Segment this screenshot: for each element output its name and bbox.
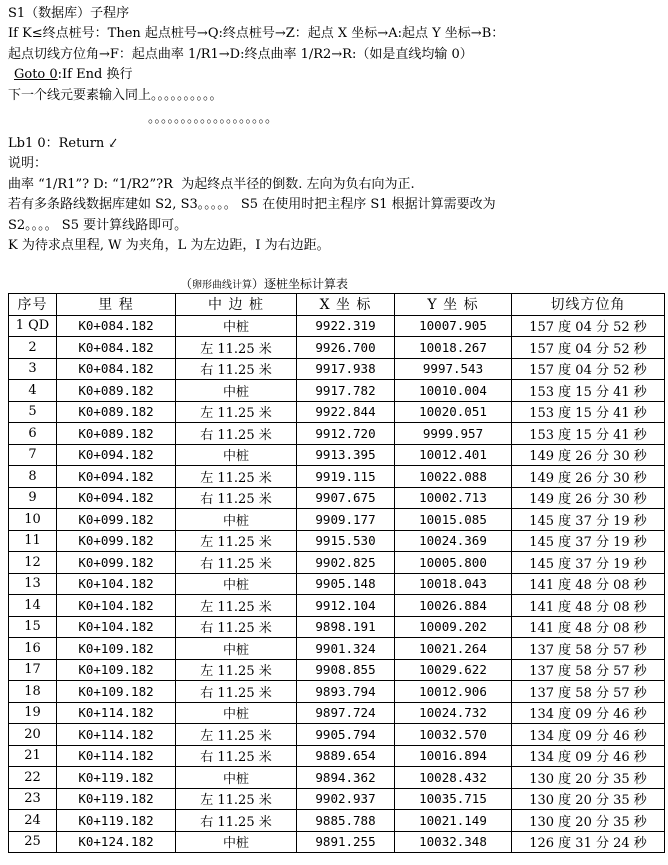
program-line-curvature: 起点切线方位角→F：起点曲率 1/R1→D:终点曲率 1/R2→R:（如是直线均输 0） <box>8 46 473 62</box>
cell-x: 9902.825 <box>297 552 395 574</box>
cell-x: 9917.782 <box>297 380 395 402</box>
cell-seq: 13 <box>9 573 57 595</box>
cell-azimuth: 130 度 20 分 35 秒 <box>512 810 665 832</box>
table-row <box>9 659 665 681</box>
cell-chainage: K0+099.182 <box>57 530 176 552</box>
cell-stake: 中桩 <box>176 315 297 337</box>
table-row <box>9 315 665 337</box>
cell-y: 10015.085 <box>395 509 512 531</box>
cell-stake: 左 11.25 米 <box>176 788 297 810</box>
table-row <box>9 423 665 445</box>
header-stake: 中 边 桩 <box>176 294 297 316</box>
cell-x: 9926.700 <box>297 337 395 359</box>
cell-seq: 17 <box>9 659 57 681</box>
cell-chainage: K0+119.182 <box>57 767 176 789</box>
cell-stake: 中桩 <box>176 702 297 724</box>
header-azimuth: 切线方位角 <box>512 294 665 316</box>
cell-stake: 左 11.25 米 <box>176 401 297 423</box>
cell-seq: 8 <box>9 466 57 488</box>
cell-stake: 中桩 <box>176 638 297 660</box>
cell-stake: 左 11.25 米 <box>176 595 297 617</box>
cell-x: 9913.395 <box>297 444 395 466</box>
table-row <box>9 702 665 724</box>
cell-seq: 3 <box>9 358 57 380</box>
cell-x: 9885.788 <box>297 810 395 832</box>
cell-seq: 16 <box>9 638 57 660</box>
cell-azimuth: 134 度 09 分 46 秒 <box>512 702 665 724</box>
cell-azimuth: 149 度 26 分 30 秒 <box>512 466 665 488</box>
cell-azimuth: 134 度 09 分 46 秒 <box>512 724 665 746</box>
cell-x: 9897.724 <box>297 702 395 724</box>
cell-chainage: K0+084.182 <box>57 337 176 359</box>
program-line-return <box>8 134 664 154</box>
cell-seq: 19 <box>9 702 57 724</box>
table-row <box>9 444 665 466</box>
cell-seq: 9 <box>9 487 57 509</box>
table-row <box>9 487 665 509</box>
cell-azimuth: 149 度 26 分 30 秒 <box>512 444 665 466</box>
cell-chainage: K0+089.182 <box>57 423 176 445</box>
table-title-subtitle: 卵形曲线计算 <box>192 280 253 291</box>
cell-seq: 14 <box>9 595 57 617</box>
cell-chainage: K0+114.182 <box>57 702 176 724</box>
cell-azimuth: 141 度 48 分 08 秒 <box>512 595 665 617</box>
cell-y: 10026.884 <box>395 595 512 617</box>
cell-azimuth: 145 度 37 分 19 秒 <box>512 530 665 552</box>
cell-x: 9891.255 <box>297 831 395 853</box>
cell-y: 10012.401 <box>395 444 512 466</box>
table-row <box>9 509 665 531</box>
table-row <box>9 530 665 552</box>
program-line-if: If K≤终点桩号：Then 起点桩号→Q:终点桩号→Z：起点 X 坐标→A:起点 Y 坐标→B： <box>8 26 505 42</box>
cell-azimuth: 153 度 15 分 41 秒 <box>512 423 665 445</box>
cell-y: 10022.088 <box>395 466 512 488</box>
cell-y: 9999.957 <box>395 423 512 445</box>
cell-y: 10009.202 <box>395 616 512 638</box>
cell-azimuth: 145 度 37 分 19 秒 <box>512 552 665 574</box>
cell-stake: 左 11.25 米 <box>176 530 297 552</box>
table-row <box>9 788 665 810</box>
cell-azimuth: 126 度 31 分 24 秒 <box>512 831 665 853</box>
cell-chainage: K0+099.182 <box>57 552 176 574</box>
cell-stake: 左 11.25 米 <box>176 724 297 746</box>
cell-stake: 中桩 <box>176 767 297 789</box>
cell-seq: 1 QD <box>9 315 57 337</box>
cell-azimuth: 157 度 04 分 52 秒 <box>512 358 665 380</box>
cell-seq: 7 <box>9 444 57 466</box>
cell-azimuth: 153 度 15 分 41 秒 <box>512 380 665 402</box>
table-row <box>9 401 665 423</box>
cell-seq: 23 <box>9 788 57 810</box>
table-row <box>9 358 665 380</box>
cell-stake: 左 11.25 米 <box>176 337 297 359</box>
table-row <box>9 380 665 402</box>
table-row <box>9 681 665 703</box>
program-line-dots: 。。。。。。。。。。。。。。。。。。。 <box>148 110 279 126</box>
cell-y: 10018.043 <box>395 573 512 595</box>
table-row <box>9 466 665 488</box>
program-line-goto <box>8 65 664 85</box>
cell-chainage: K0+109.182 <box>57 659 176 681</box>
return-text: Lb1 0：Return <box>8 135 105 151</box>
cell-x: 9905.148 <box>297 573 395 595</box>
cell-seq: 12 <box>9 552 57 574</box>
cell-seq: 5 <box>9 401 57 423</box>
table-title-open: （ <box>180 277 193 291</box>
table-header-row <box>9 294 665 316</box>
cell-stake: 右 11.25 米 <box>176 552 297 574</box>
table-row <box>9 810 665 832</box>
cell-stake: 中桩 <box>176 831 297 853</box>
cell-x: 9893.794 <box>297 681 395 703</box>
subroutine-title: S1（数据库）子程序 <box>8 6 130 21</box>
cell-chainage: K0+094.182 <box>57 487 176 509</box>
table-title-main: ）逐桩坐标计算表 <box>252 277 349 291</box>
cell-stake: 中桩 <box>176 509 297 531</box>
cell-chainage: K0+109.182 <box>57 638 176 660</box>
cell-azimuth: 145 度 37 分 19 秒 <box>512 509 665 531</box>
cell-x: 9901.324 <box>297 638 395 660</box>
cell-chainage: K0+114.182 <box>57 724 176 746</box>
cell-x: 9915.530 <box>297 530 395 552</box>
cell-x: 9902.937 <box>297 788 395 810</box>
notes-heading: 说明： <box>8 156 48 172</box>
cell-seq: 15 <box>9 616 57 638</box>
cell-azimuth: 141 度 48 分 08 秒 <box>512 616 665 638</box>
cell-chainage: K0+104.182 <box>57 616 176 638</box>
note-variables: K 为待求点里程, W 为夹角，L 为左边距，I 为右边距。 <box>8 237 330 253</box>
table-row <box>9 616 665 638</box>
cell-chainage: K0+104.182 <box>57 595 176 617</box>
cell-azimuth: 130 度 20 分 35 秒 <box>512 788 665 810</box>
cell-seq: 6 <box>9 423 57 445</box>
cell-x: 9912.104 <box>297 595 395 617</box>
table-row <box>9 767 665 789</box>
cell-stake: 右 11.25 米 <box>176 681 297 703</box>
cell-chainage: K0+109.182 <box>57 681 176 703</box>
cell-x: 9917.938 <box>297 358 395 380</box>
note-database: 若有多条路线数据库建如 S2, S3。。。。。 S5 在使用时把主程序 S1 根据计算需要改为 <box>8 197 496 213</box>
cell-azimuth: 157 度 04 分 52 秒 <box>512 337 665 359</box>
header-seq: 序号 <box>9 294 57 316</box>
cell-seq: 4 <box>9 380 57 402</box>
cell-y: 10016.894 <box>395 745 512 767</box>
cell-x: 9919.115 <box>297 466 395 488</box>
header-y: Y 坐 标 <box>395 294 512 316</box>
cell-chainage: K0+104.182 <box>57 573 176 595</box>
table-row <box>9 337 665 359</box>
table-row <box>9 552 665 574</box>
cell-seq: 21 <box>9 745 57 767</box>
cell-stake: 右 11.25 米 <box>176 358 297 380</box>
cell-x: 9898.191 <box>297 616 395 638</box>
return-arrow-icon: ↙ <box>107 135 121 152</box>
cell-chainage: K0+089.182 <box>57 401 176 423</box>
cell-azimuth: 153 度 15 分 41 秒 <box>512 401 665 423</box>
cell-y: 10020.051 <box>395 401 512 423</box>
cell-x: 9922.844 <box>297 401 395 423</box>
cell-azimuth: 137 度 58 分 57 秒 <box>512 638 665 660</box>
cell-x: 9894.362 <box>297 767 395 789</box>
cell-y: 10032.348 <box>395 831 512 853</box>
cell-y: 10032.570 <box>395 724 512 746</box>
cell-y: 10035.715 <box>395 788 512 810</box>
cell-seq: 25 <box>9 831 57 853</box>
cell-azimuth: 130 度 20 分 35 秒 <box>512 767 665 789</box>
cell-seq: 2 <box>9 337 57 359</box>
cell-seq: 24 <box>9 810 57 832</box>
cell-stake: 左 11.25 米 <box>176 659 297 681</box>
cell-stake: 右 11.25 米 <box>176 487 297 509</box>
cell-y: 10010.004 <box>395 380 512 402</box>
cell-azimuth: 134 度 09 分 46 秒 <box>512 745 665 767</box>
table-row <box>9 724 665 746</box>
cell-y: 10024.732 <box>395 702 512 724</box>
header-chainage: 里 程 <box>57 294 176 316</box>
cell-chainage: K0+124.182 <box>57 831 176 853</box>
note-database-cont: S2。。。。 S5 要计算线路即可。 <box>8 217 188 233</box>
cell-chainage: K0+084.182 <box>57 315 176 337</box>
cell-stake: 右 11.25 米 <box>176 810 297 832</box>
table-row <box>9 745 665 767</box>
cell-y: 10021.149 <box>395 810 512 832</box>
cell-y: 10012.906 <box>395 681 512 703</box>
cell-azimuth: 137 度 58 分 57 秒 <box>512 681 665 703</box>
cell-y: 10018.267 <box>395 337 512 359</box>
table-title <box>180 275 348 292</box>
cell-x: 9908.855 <box>297 659 395 681</box>
cell-azimuth: 141 度 48 分 08 秒 <box>512 573 665 595</box>
cell-stake: 右 11.25 米 <box>176 745 297 767</box>
cell-x: 9922.319 <box>297 315 395 337</box>
cell-seq: 20 <box>9 724 57 746</box>
cell-chainage: K0+099.182 <box>57 509 176 531</box>
table-row <box>9 638 665 660</box>
cell-seq: 11 <box>9 530 57 552</box>
program-text <box>8 4 664 256</box>
cell-azimuth: 137 度 58 分 57 秒 <box>512 659 665 681</box>
table-body <box>9 315 665 853</box>
table-row <box>9 573 665 595</box>
cell-y: 10005.800 <box>395 552 512 574</box>
cell-azimuth: 157 度 04 分 52 秒 <box>512 315 665 337</box>
table-row <box>9 831 665 853</box>
goto-rest: :If End 换行 <box>57 67 133 83</box>
coordinate-table <box>8 293 665 853</box>
goto-label: Goto 0 <box>14 67 58 83</box>
cell-chainage: K0+119.182 <box>57 810 176 832</box>
program-line-next: 下一个线元要素输入同上。。。。。。。。。。 <box>8 87 223 103</box>
cell-stake: 中桩 <box>176 444 297 466</box>
cell-chainage: K0+089.182 <box>57 380 176 402</box>
cell-chainage: K0+084.182 <box>57 358 176 380</box>
cell-seq: 22 <box>9 767 57 789</box>
cell-y: 10002.713 <box>395 487 512 509</box>
cell-stake: 右 11.25 米 <box>176 423 297 445</box>
cell-chainage: K0+119.182 <box>57 788 176 810</box>
cell-x: 9889.654 <box>297 745 395 767</box>
cell-y: 9997.543 <box>395 358 512 380</box>
cell-stake: 左 11.25 米 <box>176 466 297 488</box>
cell-chainage: K0+114.182 <box>57 745 176 767</box>
cell-chainage: K0+094.182 <box>57 466 176 488</box>
cell-x: 9905.794 <box>297 724 395 746</box>
cell-seq: 10 <box>9 509 57 531</box>
cell-x: 9912.720 <box>297 423 395 445</box>
cell-azimuth: 149 度 26 分 30 秒 <box>512 487 665 509</box>
cell-x: 9907.675 <box>297 487 395 509</box>
cell-stake: 右 11.25 米 <box>176 616 297 638</box>
cell-y: 10029.622 <box>395 659 512 681</box>
cell-y: 10024.369 <box>395 530 512 552</box>
cell-x: 9909.177 <box>297 509 395 531</box>
cell-stake: 中桩 <box>176 573 297 595</box>
cell-stake: 中桩 <box>176 380 297 402</box>
note-curvature: 曲率 “1/R1”? D: “1/R2”?R 为起终点半径的倒数. 左向为负右向为正. <box>8 176 415 192</box>
cell-y: 10028.432 <box>395 767 512 789</box>
header-x: X 坐 标 <box>297 294 395 316</box>
cell-seq: 18 <box>9 681 57 703</box>
cell-y: 10007.905 <box>395 315 512 337</box>
cell-y: 10021.264 <box>395 638 512 660</box>
cell-chainage: K0+094.182 <box>57 444 176 466</box>
table-row <box>9 595 665 617</box>
